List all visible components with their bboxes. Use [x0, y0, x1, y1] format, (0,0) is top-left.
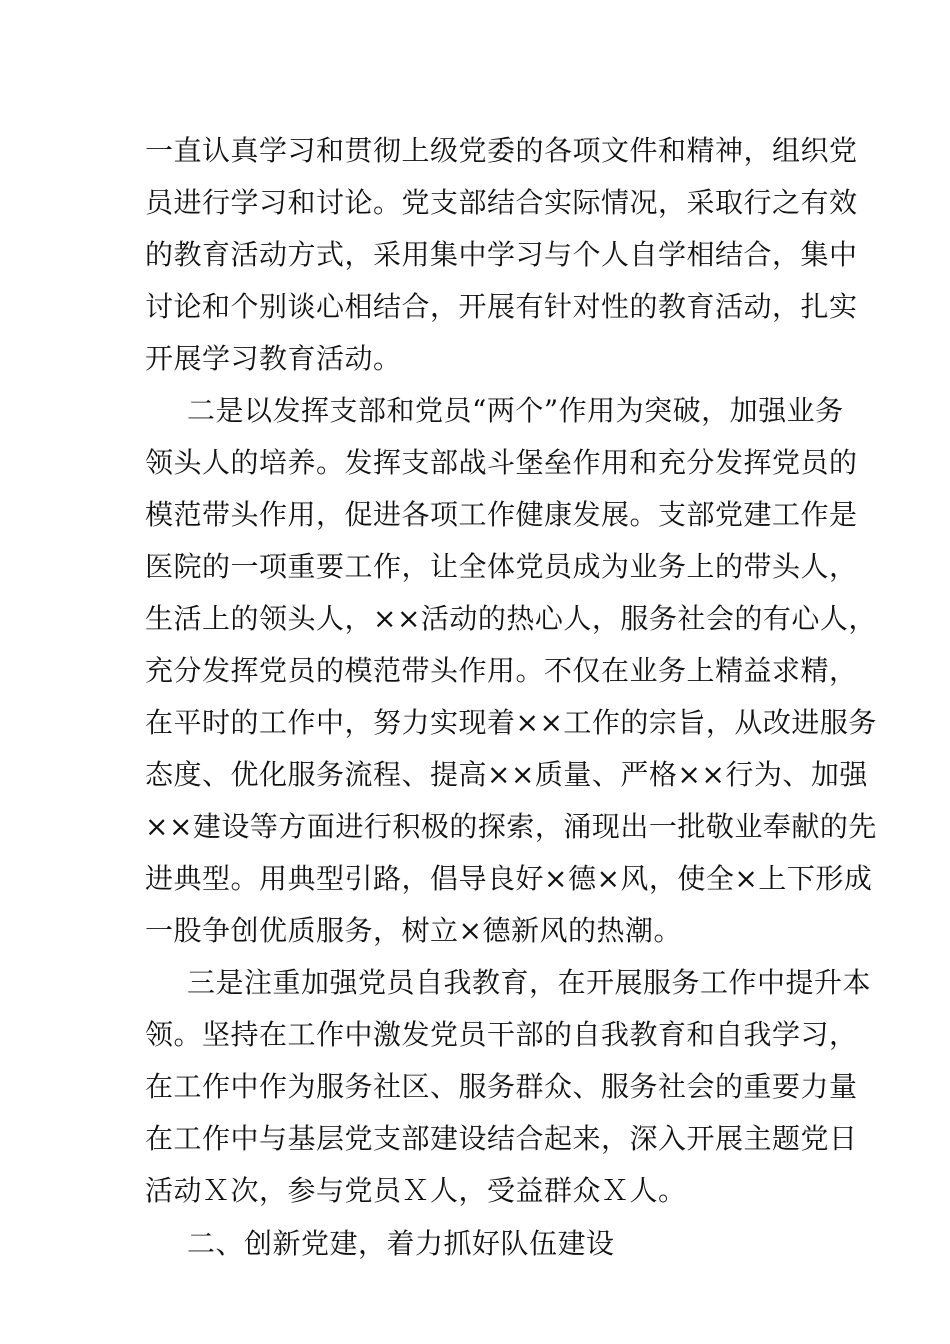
- text-line-14: ××建设等方面进行积极的探索，涌现出一批敬业奉献的先: [145, 810, 877, 843]
- text-line-3: 的教育活动方式，采用集中学习与个人自学相结合，集中: [145, 238, 858, 271]
- text-line-4: 讨论和个别谈心相结合，开展有针对性的教育活动，扎实: [145, 290, 858, 323]
- text-line-21: 活动Ｘ次，参与党员Ｘ人，受益群众Ｘ人。: [145, 1174, 687, 1207]
- text-line-7: 领头人的培养。发挥支部战斗堡垒作用和充分发挥党员的: [145, 446, 858, 479]
- text-line-1: 一直认真学习和贯彻上级党委的各项文件和精神，组织党: [145, 134, 858, 167]
- paragraph-3-first-line: 三是注重加强党员自我教育，在开展服务工作中提升本: [187, 966, 872, 999]
- text-line-10: 生活上的领头人，××活动的热心人，服务社会的有心人，: [145, 602, 877, 635]
- text-line-13: 态度、优化服务流程、提高××质量、严格××行为、加强: [145, 758, 868, 791]
- text-line-19: 在工作中作为服务社区、服务群众、服务社会的重要力量: [145, 1070, 858, 1103]
- text-line-9: 医院的一项重要工作，让全体党员成为业务上的带头人，: [145, 550, 858, 583]
- paragraph-2-first-line: 二是以发挥支部和党员“两个”作用为突破，加强业务: [187, 394, 844, 427]
- text-line-5: 开展学习教育活动。: [145, 342, 402, 375]
- text-line-18: 领。坚持在工作中激发党员干部的自我教育和自我学习，: [145, 1018, 858, 1051]
- text-line-20: 在工作中与基层党支部建设结合起来，深入开展主题党日: [145, 1122, 858, 1155]
- text-line-16: 一股争创优质服务，树立×德新风的热潮。: [145, 914, 682, 947]
- text-line-11: 充分发挥党员的模范带头作用。不仅在业务上精益求精，: [145, 654, 858, 687]
- text-line-15: 进典型。用典型引路，倡导良好×德×风，使全×上下形成: [145, 862, 873, 895]
- text-line-2: 员进行学习和讨论。党支部结合实际情况，采取行之有效: [145, 186, 858, 219]
- section-heading: 二、创新党建，着力抓好队伍建设: [187, 1227, 615, 1260]
- text-line-8: 模范带头作用，促进各项工作健康发展。支部党建工作是: [145, 498, 858, 531]
- text-line-12: 在平时的工作中，努力实现着××工作的宗旨，从改进服务: [145, 706, 877, 739]
